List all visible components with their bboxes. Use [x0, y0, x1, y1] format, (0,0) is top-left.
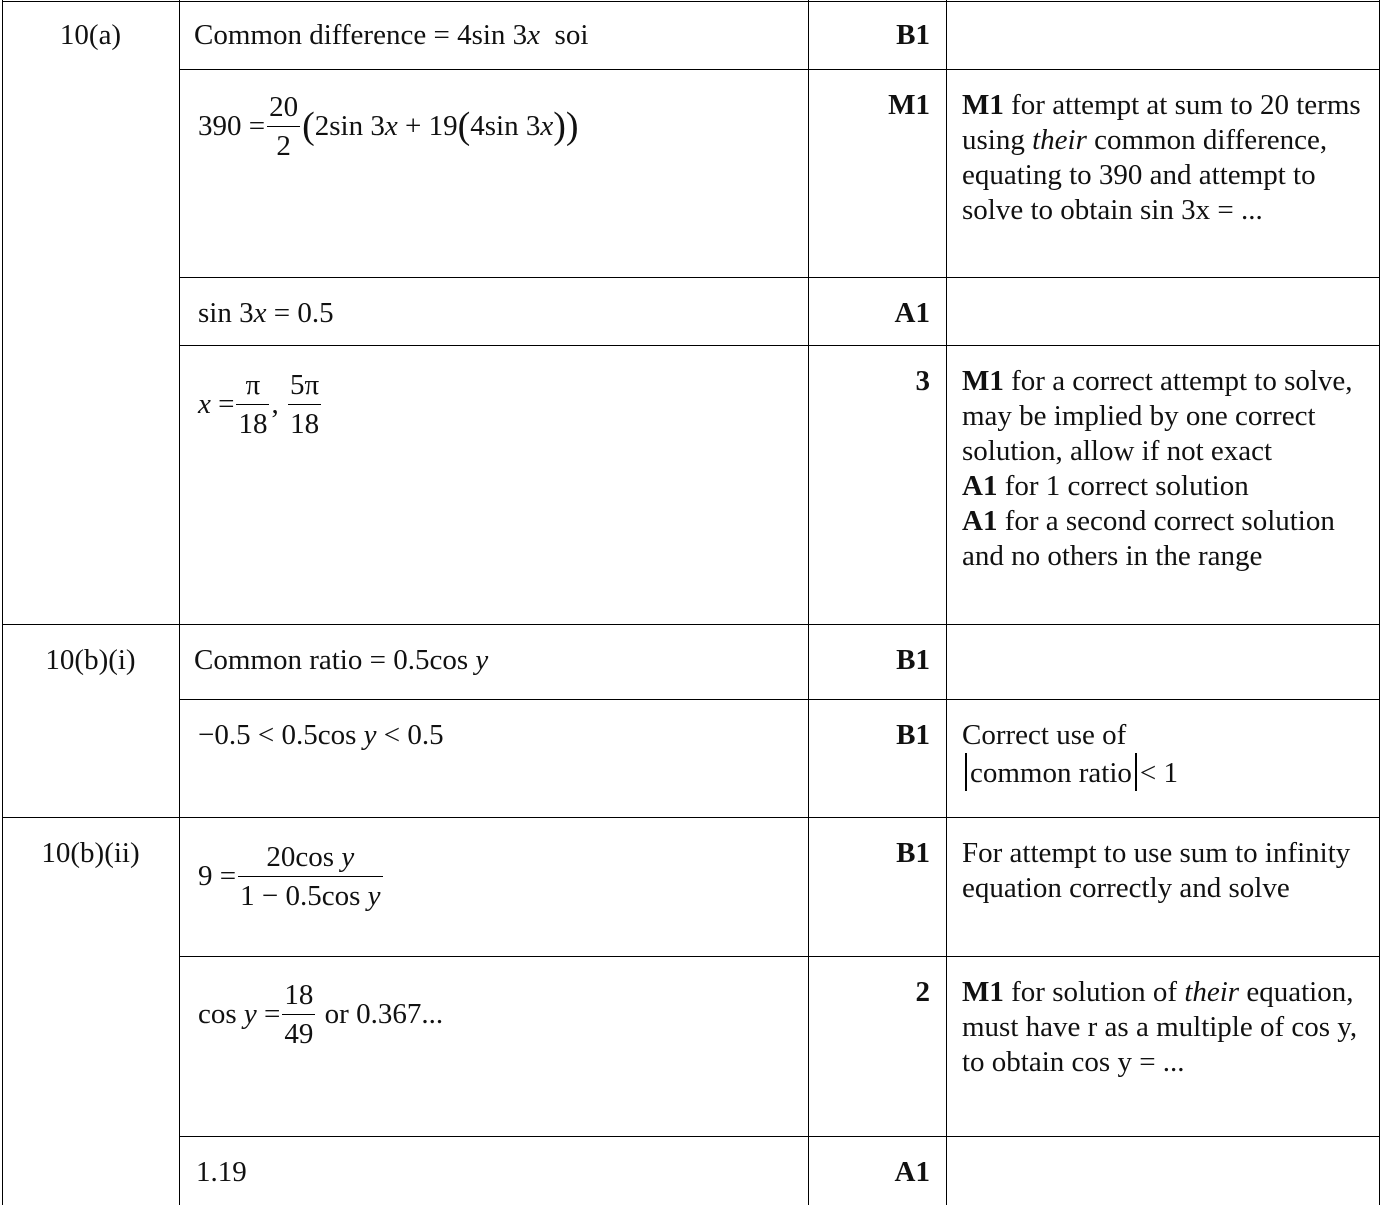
question-number: 10(a): [59, 19, 122, 51]
guidance-text: M1 for a correct attempt to solve, may be implied by one correct solution, allow if not exact A1 for 1 correct solution A1 for a second correct solution and no others in the range: [962, 365, 1353, 572]
guidance-text: M1 for attempt at sum to 20 terms using their common difference, equating to 390 and attempt to solve to obtain sin 3x = ...: [962, 89, 1361, 226]
row-divider: [179, 1136, 1380, 1137]
guidance-text: M1 for solution of their equation, must have r as a multiple of cos y, to obtain cos y = ...: [962, 976, 1358, 1078]
row-divider: [179, 277, 1380, 278]
question-number: 10(b)(i): [45, 644, 136, 676]
table-border-left: [2, 0, 3, 1205]
guidance-text: Correct use of common ratio < 1: [962, 719, 1178, 789]
column-divider-question: [179, 0, 180, 1205]
answer-common-ratio: Common ratio = 0.5cos y: [194, 644, 489, 676]
guidance-text: For attempt to use sum to infinity equation correctly and solve: [962, 837, 1351, 904]
answer-label: Common difference =: [194, 19, 458, 51]
mark: 2: [915, 976, 930, 1008]
column-divider-marks: [946, 0, 947, 1205]
section-divider: [2, 624, 1380, 625]
mark: B1: [896, 644, 930, 676]
mark: M1: [888, 89, 930, 121]
mark: B1: [896, 719, 930, 751]
row-divider: [179, 956, 1380, 957]
mark: B1: [896, 837, 930, 869]
section-divider: [2, 817, 1380, 818]
answer-common-difference: Common difference = 4sin 3x soi: [194, 19, 589, 51]
column-divider-answer: [808, 0, 809, 1205]
table-border-top: [2, 1, 1380, 2]
answer-x-solutions: x = $\frac{\pi}{18}$ , $\frac{5\pi}{18}$: [198, 366, 323, 443]
question-number: 10(b)(ii): [41, 837, 140, 869]
mark: B1: [896, 19, 930, 51]
row-divider: [179, 345, 1380, 346]
table-border-right: [1379, 0, 1380, 1205]
fraction: $\frac{20}{2}$: [267, 88, 300, 165]
answer-sum-to-infinity: 9 = $\frac{\text{20cos y}}{\text{1 − 0.5cos y}}$: [198, 838, 385, 915]
answer-sum-equation: 390 = $\frac{20}{2}$ (2sin 3x + 19(4sin 3x)): [198, 88, 579, 165]
answer-sin-value: sin 3x = 0.5: [198, 297, 334, 329]
answer-cos-value: cos y = $\frac{18}{49}$ or 0.367...: [198, 976, 443, 1053]
answer-ratio-inequality: −0.5 < 0.5cos y < 0.5: [198, 719, 444, 751]
mark: A1: [894, 1156, 930, 1188]
mark: A1: [894, 297, 930, 329]
mark: 3: [915, 365, 930, 397]
answer-final: 1.19: [196, 1156, 247, 1188]
row-divider: [179, 699, 1380, 700]
row-divider: [179, 69, 1380, 70]
